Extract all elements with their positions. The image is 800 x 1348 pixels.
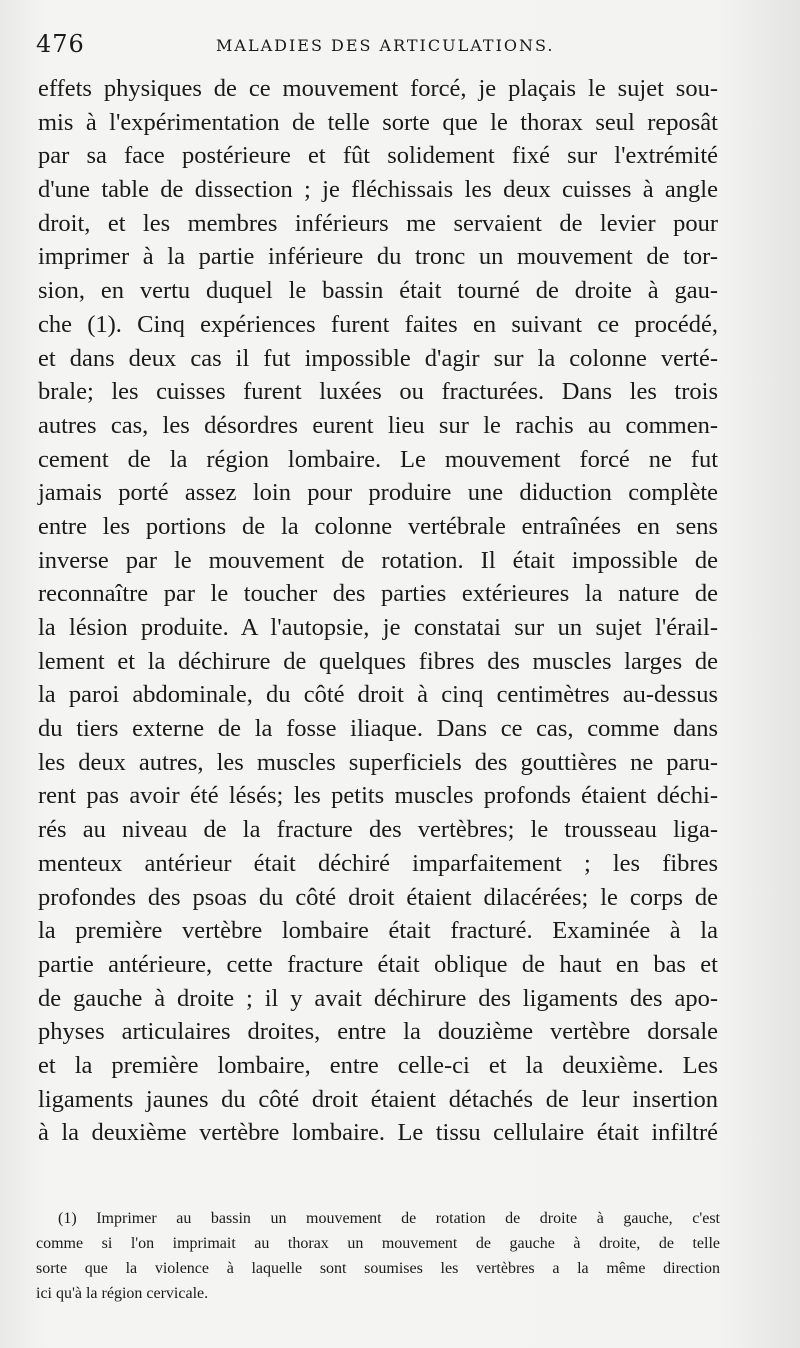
text-line: cement de la région lombaire. Le mouvement forcé ne fut [38, 445, 718, 473]
text-line: sion, en vertu duquel le bassin était tourné de droite à gau- [38, 277, 718, 305]
text-line: effets physiques de ce mouvement forcé, je plaçais le sujet sou- [38, 75, 718, 102]
text-line: du tiers externe de la fosse iliaque. Dans ce cas, comme dans [38, 715, 718, 743]
text-line: imprimer à la partie inférieure du tronc un mouvement de tor- [38, 243, 718, 271]
main-text [38, 72, 718, 1150]
text-line: d'une table de dissection ; je fléchissais les deux cuisses à angle [38, 176, 718, 204]
footnote-line: ici qu'à la région cervicale. [36, 1285, 209, 1302]
text-line: entre les portions de la colonne vertébrale entraînées en sens [38, 512, 718, 540]
text-line: rés au niveau de la fracture des vertèbres; le trousseau liga- [38, 816, 718, 844]
text-line: rent pas avoir été lésés; les petits muscles profonds étaient déchi- [38, 782, 718, 810]
text-line: et dans deux cas il fut impossible d'agir sur la colonne verté- [38, 344, 718, 372]
text-line: inverse par le mouvement de rotation. Il était impossible de [38, 546, 718, 574]
text-line: jamais porté assez loin pour produire une diduction complète [38, 479, 718, 507]
text-line: reconnaître par le toucher des parties extérieures la nature de [38, 580, 718, 608]
text-line: droit, et les membres inférieurs me servaient de levier pour [38, 209, 718, 237]
text-line: physes articulaires droites, entre la douzième vertèbre dorsale [38, 1018, 718, 1046]
text-line: menteux antérieur était déchiré imparfaitement ; les fibres [38, 849, 718, 877]
text-line: ligaments jaunes du côté droit étaient détachés de leur insertion [38, 1085, 718, 1113]
text-line: lement et la déchirure de quelques fibres des muscles larges de [38, 647, 718, 675]
text-line: et la première lombaire, entre celle-ci et la deuxième. Les [38, 1051, 718, 1079]
text-line: mis à l'expérimentation de telle sorte que le thorax seul reposât [38, 108, 718, 136]
text-line: che (1). Cinq expériences furent faites en suivant ce procédé, [38, 310, 718, 338]
text-line: la lésion produite. A l'autopsie, je constatai sur un sujet l'érail- [38, 614, 718, 641]
text-line: à la deuxième vertèbre lombaire. Le tissu cellulaire était infiltré [38, 1119, 718, 1147]
text-line: brale; les cuisses furent luxées ou fracturées. Dans les trois [38, 378, 718, 406]
running-head: MALADIES DES ARTICULATIONS. [216, 36, 555, 55]
text-line: par sa face postérieure et fût solidement fixé sur l'extrémité [38, 142, 718, 170]
text-line: profondes des psoas du côté droit étaient dilacérées; le corps de [38, 883, 718, 911]
page-number: 476 [36, 30, 85, 58]
text-line: les deux autres, les muscles superficiels des gouttières ne paru- [38, 748, 718, 776]
text-line: de gauche à droite ; il y avait déchirure des ligaments des apo- [38, 984, 718, 1012]
footnote-line: comme si l'on imprimait au thorax un mouvement de gauche à droite, de telle [36, 1235, 720, 1252]
text-line: partie antérieure, cette fracture était oblique de haut en bas et [38, 950, 718, 978]
text-line: autres cas, les désordres eurent lieu sur le rachis au commen- [38, 411, 718, 439]
footnote-line: (1) Imprimer au bassin un mouvement de rotation de droite à gauche, c'est [58, 1210, 720, 1227]
text-line: la première vertèbre lombaire était fracturé. Examinée à la [38, 917, 718, 945]
text-line: la paroi abdominale, du côté droit à cinq centimètres au-dessus [38, 681, 718, 709]
footnote-line: sorte que la violence à laquelle sont soumises les vertèbres a la même direction [36, 1260, 720, 1277]
page-header [36, 26, 776, 66]
footnote [36, 1206, 720, 1306]
